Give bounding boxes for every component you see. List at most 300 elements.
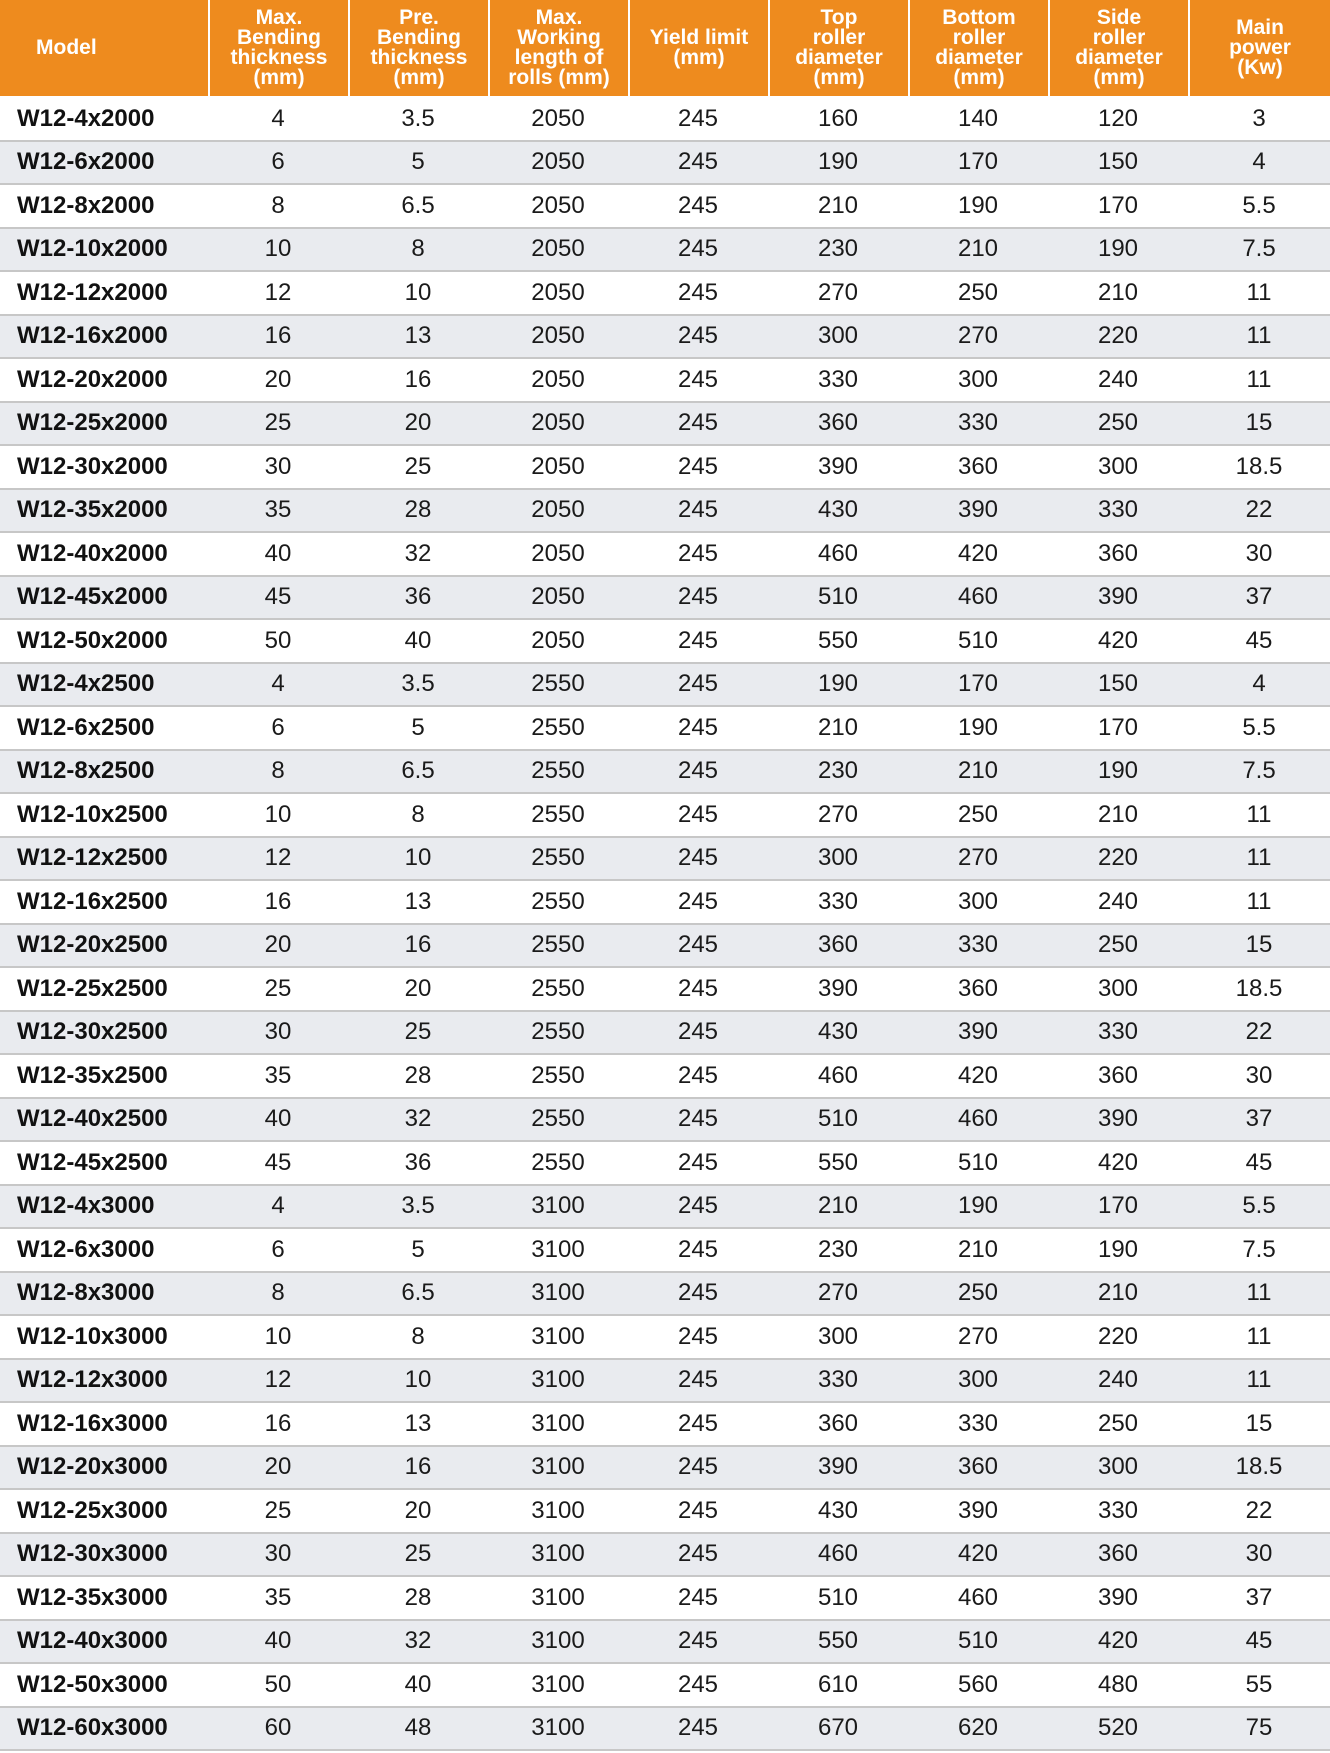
bottom-roller-diameter-cell: 420 bbox=[908, 1055, 1048, 1099]
model-cell: W12-20x3000 bbox=[0, 1447, 208, 1491]
table-row bbox=[0, 664, 1330, 708]
pre-bending-thickness-cell: 28 bbox=[348, 490, 488, 534]
yield-limit-cell: 245 bbox=[628, 1577, 768, 1621]
pre-bending-thickness-cell: 8 bbox=[348, 1316, 488, 1360]
main-power-cell: 15 bbox=[1188, 403, 1330, 447]
side-roller-diameter-cell: 420 bbox=[1048, 1142, 1188, 1186]
pre-bending-thickness-cell: 5 bbox=[348, 142, 488, 186]
top-roller-diameter-cell: 270 bbox=[768, 272, 908, 316]
pre-bending-thickness-cell: 32 bbox=[348, 1099, 488, 1143]
table-row bbox=[0, 229, 1330, 273]
top-roller-diameter-cell: 550 bbox=[768, 1142, 908, 1186]
bottom-roller-diameter-cell: 250 bbox=[908, 1273, 1048, 1317]
table-row bbox=[0, 1534, 1330, 1578]
top-roller-diameter-cell: 270 bbox=[768, 1273, 908, 1317]
yield-limit-cell: 245 bbox=[628, 751, 768, 795]
bottom-roller-diameter-cell: 270 bbox=[908, 1316, 1048, 1360]
max-bending-thickness-cell: 25 bbox=[208, 403, 348, 447]
main-power-cell: 5.5 bbox=[1188, 1186, 1330, 1230]
yield-limit-cell: 245 bbox=[628, 1012, 768, 1056]
yield-limit-cell: 245 bbox=[628, 272, 768, 316]
top-roller-diameter-cell: 460 bbox=[768, 1534, 908, 1578]
header-line: (mm) bbox=[393, 66, 445, 89]
top-roller-diameter-cell: 390 bbox=[768, 1447, 908, 1491]
pre-bending-thickness-cell: 10 bbox=[348, 838, 488, 882]
side-roller-diameter-cell: 240 bbox=[1048, 1360, 1188, 1404]
bottom-roller-diameter-cell: 390 bbox=[908, 1012, 1048, 1056]
max-bending-thickness-cell: 20 bbox=[208, 359, 348, 403]
max-working-length-cell: 2550 bbox=[488, 794, 628, 838]
main-power-cell: 37 bbox=[1188, 1099, 1330, 1143]
side-roller-diameter-cell: 220 bbox=[1048, 1316, 1188, 1360]
table-row bbox=[0, 185, 1330, 229]
table-row bbox=[0, 1664, 1330, 1708]
table-row bbox=[0, 1360, 1330, 1404]
side-roller-diameter-cell: 420 bbox=[1048, 1621, 1188, 1665]
top-roller-diameter-cell: 610 bbox=[768, 1664, 908, 1708]
model-cell: W12-4x3000 bbox=[0, 1186, 208, 1230]
table-row bbox=[0, 1055, 1330, 1099]
top-roller-diameter-cell: 460 bbox=[768, 533, 908, 577]
header-line: (Kw) bbox=[1237, 56, 1283, 79]
bottom-roller-diameter-cell: 330 bbox=[908, 403, 1048, 447]
top-roller-diameter-cell: 550 bbox=[768, 620, 908, 664]
header-line: thickness bbox=[370, 46, 468, 69]
max-working-length-cell: 2050 bbox=[488, 620, 628, 664]
table-row bbox=[0, 838, 1330, 882]
top-roller-diameter-cell: 190 bbox=[768, 142, 908, 186]
main-power-cell: 37 bbox=[1188, 1577, 1330, 1621]
side-roller-diameter-cell: 250 bbox=[1048, 1403, 1188, 1447]
main-power-cell: 15 bbox=[1188, 1403, 1330, 1447]
top-roller-diameter-cell: 210 bbox=[768, 185, 908, 229]
top-roller-diameter-cell: 230 bbox=[768, 1229, 908, 1273]
table-row bbox=[0, 1142, 1330, 1186]
max-working-length-cell: 3100 bbox=[488, 1316, 628, 1360]
top-roller-diameter-cell: 210 bbox=[768, 1186, 908, 1230]
max-bending-thickness-cell: 60 bbox=[208, 1708, 348, 1752]
bottom-roller-diameter-cell: 210 bbox=[908, 1229, 1048, 1273]
max-working-length-cell: 2050 bbox=[488, 229, 628, 273]
max-bending-thickness-cell: 40 bbox=[208, 533, 348, 577]
max-bending-thickness-cell: 40 bbox=[208, 1099, 348, 1143]
header-yield-limit bbox=[628, 0, 768, 98]
main-power-cell: 45 bbox=[1188, 1621, 1330, 1665]
main-power-cell: 18.5 bbox=[1188, 446, 1330, 490]
bottom-roller-diameter-cell: 420 bbox=[908, 1534, 1048, 1578]
header-line: roller bbox=[812, 26, 866, 49]
max-working-length-cell: 3100 bbox=[488, 1490, 628, 1534]
main-power-cell: 11 bbox=[1188, 1273, 1330, 1317]
model-cell: W12-12x2000 bbox=[0, 272, 208, 316]
pre-bending-thickness-cell: 28 bbox=[348, 1577, 488, 1621]
pre-bending-thickness-cell: 32 bbox=[348, 533, 488, 577]
model-cell: W12-6x3000 bbox=[0, 1229, 208, 1273]
side-roller-diameter-cell: 300 bbox=[1048, 446, 1188, 490]
table-row bbox=[0, 403, 1330, 447]
header-line: length of bbox=[514, 46, 604, 69]
bottom-roller-diameter-cell: 390 bbox=[908, 490, 1048, 534]
main-power-cell: 11 bbox=[1188, 359, 1330, 403]
header-line: power bbox=[1229, 36, 1291, 59]
main-power-cell: 4 bbox=[1188, 142, 1330, 186]
max-bending-thickness-cell: 35 bbox=[208, 490, 348, 534]
model-cell: W12-50x3000 bbox=[0, 1664, 208, 1708]
pre-bending-thickness-cell: 6.5 bbox=[348, 185, 488, 229]
model-cell: W12-40x3000 bbox=[0, 1621, 208, 1665]
table-header bbox=[0, 0, 1330, 98]
max-bending-thickness-cell: 30 bbox=[208, 1012, 348, 1056]
main-power-cell: 30 bbox=[1188, 533, 1330, 577]
pre-bending-thickness-cell: 25 bbox=[348, 1534, 488, 1578]
max-working-length-cell: 2050 bbox=[488, 272, 628, 316]
max-bending-thickness-cell: 50 bbox=[208, 620, 348, 664]
top-roller-diameter-cell: 300 bbox=[768, 838, 908, 882]
table-row bbox=[0, 925, 1330, 969]
table-row bbox=[0, 98, 1330, 142]
side-roller-diameter-cell: 220 bbox=[1048, 838, 1188, 882]
pre-bending-thickness-cell: 16 bbox=[348, 1447, 488, 1491]
model-cell: W12-6x2000 bbox=[0, 142, 208, 186]
table-row bbox=[0, 142, 1330, 186]
max-working-length-cell: 2550 bbox=[488, 1142, 628, 1186]
max-bending-thickness-cell: 8 bbox=[208, 185, 348, 229]
model-cell: W12-12x2500 bbox=[0, 838, 208, 882]
max-bending-thickness-cell: 8 bbox=[208, 1273, 348, 1317]
pre-bending-thickness-cell: 6.5 bbox=[348, 751, 488, 795]
max-bending-thickness-cell: 10 bbox=[208, 229, 348, 273]
bottom-roller-diameter-cell: 510 bbox=[908, 1142, 1048, 1186]
bottom-roller-diameter-cell: 210 bbox=[908, 229, 1048, 273]
header-line: diameter bbox=[795, 46, 883, 69]
header-line: Main bbox=[1236, 16, 1284, 39]
top-roller-diameter-cell: 360 bbox=[768, 403, 908, 447]
bottom-roller-diameter-cell: 330 bbox=[908, 1403, 1048, 1447]
max-bending-thickness-cell: 16 bbox=[208, 881, 348, 925]
top-roller-diameter-cell: 510 bbox=[768, 1577, 908, 1621]
top-roller-diameter-cell: 330 bbox=[768, 881, 908, 925]
top-roller-diameter-cell: 550 bbox=[768, 1621, 908, 1665]
max-bending-thickness-cell: 30 bbox=[208, 446, 348, 490]
table-row bbox=[0, 1186, 1330, 1230]
side-roller-diameter-cell: 300 bbox=[1048, 968, 1188, 1012]
max-bending-thickness-cell: 12 bbox=[208, 272, 348, 316]
top-roller-diameter-cell: 190 bbox=[768, 664, 908, 708]
header-line: Bending bbox=[377, 26, 461, 49]
header-line: (mm) bbox=[813, 66, 865, 89]
pre-bending-thickness-cell: 40 bbox=[348, 1664, 488, 1708]
top-roller-diameter-cell: 430 bbox=[768, 1012, 908, 1056]
header-top-roller-diameter bbox=[768, 0, 908, 98]
pre-bending-thickness-cell: 3.5 bbox=[348, 664, 488, 708]
pre-bending-thickness-cell: 36 bbox=[348, 1142, 488, 1186]
side-roller-diameter-cell: 240 bbox=[1048, 881, 1188, 925]
max-bending-thickness-cell: 25 bbox=[208, 968, 348, 1012]
header-line: Bottom bbox=[942, 6, 1016, 29]
side-roller-diameter-cell: 390 bbox=[1048, 1577, 1188, 1621]
max-bending-thickness-cell: 45 bbox=[208, 1142, 348, 1186]
header-row bbox=[0, 0, 1330, 98]
header-max-bending-thickness bbox=[208, 0, 348, 98]
max-working-length-cell: 2050 bbox=[488, 403, 628, 447]
main-power-cell: 11 bbox=[1188, 1360, 1330, 1404]
yield-limit-cell: 245 bbox=[628, 1316, 768, 1360]
yield-limit-cell: 245 bbox=[628, 446, 768, 490]
header-model bbox=[0, 0, 208, 98]
table-row bbox=[0, 1577, 1330, 1621]
table-row bbox=[0, 620, 1330, 664]
max-bending-thickness-cell: 25 bbox=[208, 1490, 348, 1534]
model-cell: W12-4x2000 bbox=[0, 98, 208, 142]
max-bending-thickness-cell: 6 bbox=[208, 142, 348, 186]
side-roller-diameter-cell: 220 bbox=[1048, 316, 1188, 360]
max-working-length-cell: 3100 bbox=[488, 1577, 628, 1621]
yield-limit-cell: 245 bbox=[628, 1055, 768, 1099]
header-line: Working bbox=[517, 26, 601, 49]
header-side-roller-diameter bbox=[1048, 0, 1188, 98]
side-roller-diameter-cell: 420 bbox=[1048, 620, 1188, 664]
max-working-length-cell: 2550 bbox=[488, 968, 628, 1012]
bottom-roller-diameter-cell: 460 bbox=[908, 1099, 1048, 1143]
header-line: Max. bbox=[535, 6, 583, 29]
side-roller-diameter-cell: 330 bbox=[1048, 490, 1188, 534]
max-bending-thickness-cell: 12 bbox=[208, 838, 348, 882]
max-working-length-cell: 2550 bbox=[488, 1012, 628, 1056]
top-roller-diameter-cell: 300 bbox=[768, 1316, 908, 1360]
main-power-cell: 30 bbox=[1188, 1055, 1330, 1099]
model-cell: W12-4x2500 bbox=[0, 664, 208, 708]
pre-bending-thickness-cell: 3.5 bbox=[348, 1186, 488, 1230]
max-working-length-cell: 2050 bbox=[488, 533, 628, 577]
max-working-length-cell: 3100 bbox=[488, 1360, 628, 1404]
table-row bbox=[0, 881, 1330, 925]
top-roller-diameter-cell: 510 bbox=[768, 1099, 908, 1143]
table-row bbox=[0, 1099, 1330, 1143]
header-line: Max. bbox=[255, 6, 303, 29]
table-row bbox=[0, 1229, 1330, 1273]
model-cell: W12-35x2500 bbox=[0, 1055, 208, 1099]
yield-limit-cell: 245 bbox=[628, 1708, 768, 1752]
side-roller-diameter-cell: 190 bbox=[1048, 751, 1188, 795]
main-power-cell: 22 bbox=[1188, 1490, 1330, 1534]
side-roller-diameter-cell: 250 bbox=[1048, 403, 1188, 447]
side-roller-diameter-cell: 360 bbox=[1048, 1534, 1188, 1578]
max-bending-thickness-cell: 50 bbox=[208, 1664, 348, 1708]
top-roller-diameter-cell: 430 bbox=[768, 1490, 908, 1534]
table-row bbox=[0, 316, 1330, 360]
table-row bbox=[0, 577, 1330, 621]
max-working-length-cell: 3100 bbox=[488, 1621, 628, 1665]
main-power-cell: 15 bbox=[1188, 925, 1330, 969]
yield-limit-cell: 245 bbox=[628, 707, 768, 751]
model-cell: W12-30x3000 bbox=[0, 1534, 208, 1578]
top-roller-diameter-cell: 460 bbox=[768, 1055, 908, 1099]
pre-bending-thickness-cell: 28 bbox=[348, 1055, 488, 1099]
bottom-roller-diameter-cell: 510 bbox=[908, 1621, 1048, 1665]
main-power-cell: 11 bbox=[1188, 1316, 1330, 1360]
pre-bending-thickness-cell: 8 bbox=[348, 794, 488, 838]
max-working-length-cell: 3100 bbox=[488, 1664, 628, 1708]
side-roller-diameter-cell: 480 bbox=[1048, 1664, 1188, 1708]
table-row bbox=[0, 751, 1330, 795]
bottom-roller-diameter-cell: 300 bbox=[908, 881, 1048, 925]
bottom-roller-diameter-cell: 420 bbox=[908, 533, 1048, 577]
yield-limit-cell: 245 bbox=[628, 794, 768, 838]
max-working-length-cell: 2550 bbox=[488, 664, 628, 708]
top-roller-diameter-cell: 390 bbox=[768, 968, 908, 1012]
max-working-length-cell: 3100 bbox=[488, 1403, 628, 1447]
top-roller-diameter-cell: 360 bbox=[768, 1403, 908, 1447]
max-bending-thickness-cell: 6 bbox=[208, 1229, 348, 1273]
top-roller-diameter-cell: 160 bbox=[768, 98, 908, 142]
max-bending-thickness-cell: 6 bbox=[208, 707, 348, 751]
top-roller-diameter-cell: 330 bbox=[768, 359, 908, 403]
yield-limit-cell: 245 bbox=[628, 968, 768, 1012]
yield-limit-cell: 245 bbox=[628, 881, 768, 925]
max-bending-thickness-cell: 20 bbox=[208, 1447, 348, 1491]
yield-limit-cell: 245 bbox=[628, 664, 768, 708]
top-roller-diameter-cell: 330 bbox=[768, 1360, 908, 1404]
model-cell: W12-40x2000 bbox=[0, 533, 208, 577]
table-row bbox=[0, 1012, 1330, 1056]
top-roller-diameter-cell: 430 bbox=[768, 490, 908, 534]
table-row bbox=[0, 968, 1330, 1012]
yield-limit-cell: 245 bbox=[628, 403, 768, 447]
model-cell: W12-10x2000 bbox=[0, 229, 208, 273]
pre-bending-thickness-cell: 20 bbox=[348, 403, 488, 447]
model-cell: W12-8x2500 bbox=[0, 751, 208, 795]
header-line: Bending bbox=[237, 26, 321, 49]
yield-limit-cell: 245 bbox=[628, 838, 768, 882]
max-working-length-cell: 2550 bbox=[488, 751, 628, 795]
top-roller-diameter-cell: 210 bbox=[768, 707, 908, 751]
header-line: diameter bbox=[1075, 46, 1163, 69]
bottom-roller-diameter-cell: 270 bbox=[908, 316, 1048, 360]
model-cell: W12-35x3000 bbox=[0, 1577, 208, 1621]
main-power-cell: 37 bbox=[1188, 577, 1330, 621]
header-line: Pre. bbox=[399, 6, 439, 29]
top-roller-diameter-cell: 360 bbox=[768, 925, 908, 969]
bottom-roller-diameter-cell: 250 bbox=[908, 272, 1048, 316]
pre-bending-thickness-cell: 48 bbox=[348, 1708, 488, 1752]
header-line: rolls (mm) bbox=[508, 66, 610, 89]
max-working-length-cell: 3100 bbox=[488, 1708, 628, 1752]
model-cell: W12-10x2500 bbox=[0, 794, 208, 838]
max-working-length-cell: 2550 bbox=[488, 881, 628, 925]
bottom-roller-diameter-cell: 560 bbox=[908, 1664, 1048, 1708]
yield-limit-cell: 245 bbox=[628, 316, 768, 360]
top-roller-diameter-cell: 300 bbox=[768, 316, 908, 360]
yield-limit-cell: 245 bbox=[628, 490, 768, 534]
max-working-length-cell: 2550 bbox=[488, 925, 628, 969]
max-bending-thickness-cell: 8 bbox=[208, 751, 348, 795]
bottom-roller-diameter-cell: 360 bbox=[908, 968, 1048, 1012]
header-main-power bbox=[1188, 0, 1330, 98]
side-roller-diameter-cell: 250 bbox=[1048, 925, 1188, 969]
model-cell: W12-16x2000 bbox=[0, 316, 208, 360]
max-working-length-cell: 2050 bbox=[488, 316, 628, 360]
max-bending-thickness-cell: 30 bbox=[208, 1534, 348, 1578]
side-roller-diameter-cell: 120 bbox=[1048, 98, 1188, 142]
yield-limit-cell: 245 bbox=[628, 1229, 768, 1273]
yield-limit-cell: 245 bbox=[628, 925, 768, 969]
side-roller-diameter-cell: 190 bbox=[1048, 229, 1188, 273]
max-bending-thickness-cell: 35 bbox=[208, 1055, 348, 1099]
max-working-length-cell: 2050 bbox=[488, 185, 628, 229]
bottom-roller-diameter-cell: 190 bbox=[908, 707, 1048, 751]
side-roller-diameter-cell: 240 bbox=[1048, 359, 1188, 403]
yield-limit-cell: 245 bbox=[628, 1273, 768, 1317]
bottom-roller-diameter-cell: 250 bbox=[908, 794, 1048, 838]
max-working-length-cell: 2550 bbox=[488, 707, 628, 751]
header-line: (mm) bbox=[953, 66, 1005, 89]
model-cell: W12-20x2000 bbox=[0, 359, 208, 403]
bottom-roller-diameter-cell: 390 bbox=[908, 1490, 1048, 1534]
yield-limit-cell: 245 bbox=[628, 1360, 768, 1404]
yield-limit-cell: 245 bbox=[628, 533, 768, 577]
yield-limit-cell: 245 bbox=[628, 1447, 768, 1491]
model-cell: W12-25x2500 bbox=[0, 968, 208, 1012]
main-power-cell: 4 bbox=[1188, 664, 1330, 708]
main-power-cell: 7.5 bbox=[1188, 229, 1330, 273]
model-cell: W12-10x3000 bbox=[0, 1316, 208, 1360]
pre-bending-thickness-cell: 10 bbox=[348, 272, 488, 316]
side-roller-diameter-cell: 360 bbox=[1048, 533, 1188, 577]
bottom-roller-diameter-cell: 300 bbox=[908, 1360, 1048, 1404]
model-cell: W12-12x3000 bbox=[0, 1360, 208, 1404]
max-bending-thickness-cell: 4 bbox=[208, 98, 348, 142]
main-power-cell: 45 bbox=[1188, 1142, 1330, 1186]
max-bending-thickness-cell: 10 bbox=[208, 1316, 348, 1360]
yield-limit-cell: 245 bbox=[628, 620, 768, 664]
pre-bending-thickness-cell: 36 bbox=[348, 577, 488, 621]
max-working-length-cell: 3100 bbox=[488, 1186, 628, 1230]
top-roller-diameter-cell: 670 bbox=[768, 1708, 908, 1752]
side-roller-diameter-cell: 210 bbox=[1048, 272, 1188, 316]
max-working-length-cell: 2050 bbox=[488, 142, 628, 186]
pre-bending-thickness-cell: 16 bbox=[348, 359, 488, 403]
pre-bending-thickness-cell: 20 bbox=[348, 968, 488, 1012]
side-roller-diameter-cell: 390 bbox=[1048, 1099, 1188, 1143]
header-line: Side bbox=[1096, 6, 1142, 29]
table-row bbox=[0, 272, 1330, 316]
top-roller-diameter-cell: 390 bbox=[768, 446, 908, 490]
top-roller-diameter-cell: 270 bbox=[768, 794, 908, 838]
table-row bbox=[0, 1403, 1330, 1447]
pre-bending-thickness-cell: 13 bbox=[348, 881, 488, 925]
max-bending-thickness-cell: 45 bbox=[208, 577, 348, 621]
top-roller-diameter-cell: 230 bbox=[768, 751, 908, 795]
side-roller-diameter-cell: 150 bbox=[1048, 664, 1188, 708]
table-row bbox=[0, 1708, 1330, 1752]
pre-bending-thickness-cell: 5 bbox=[348, 1229, 488, 1273]
bottom-roller-diameter-cell: 170 bbox=[908, 664, 1048, 708]
bottom-roller-diameter-cell: 190 bbox=[908, 1186, 1048, 1230]
yield-limit-cell: 245 bbox=[628, 142, 768, 186]
model-cell: W12-16x3000 bbox=[0, 1403, 208, 1447]
max-bending-thickness-cell: 12 bbox=[208, 1360, 348, 1404]
side-roller-diameter-cell: 520 bbox=[1048, 1708, 1188, 1752]
model-cell: W12-45x2500 bbox=[0, 1142, 208, 1186]
main-power-cell: 22 bbox=[1188, 490, 1330, 534]
side-roller-diameter-cell: 150 bbox=[1048, 142, 1188, 186]
side-roller-diameter-cell: 170 bbox=[1048, 707, 1188, 751]
top-roller-diameter-cell: 230 bbox=[768, 229, 908, 273]
header-pre-bending-thickness bbox=[348, 0, 488, 98]
yield-limit-cell: 245 bbox=[628, 1186, 768, 1230]
side-roller-diameter-cell: 170 bbox=[1048, 185, 1188, 229]
pre-bending-thickness-cell: 13 bbox=[348, 1403, 488, 1447]
